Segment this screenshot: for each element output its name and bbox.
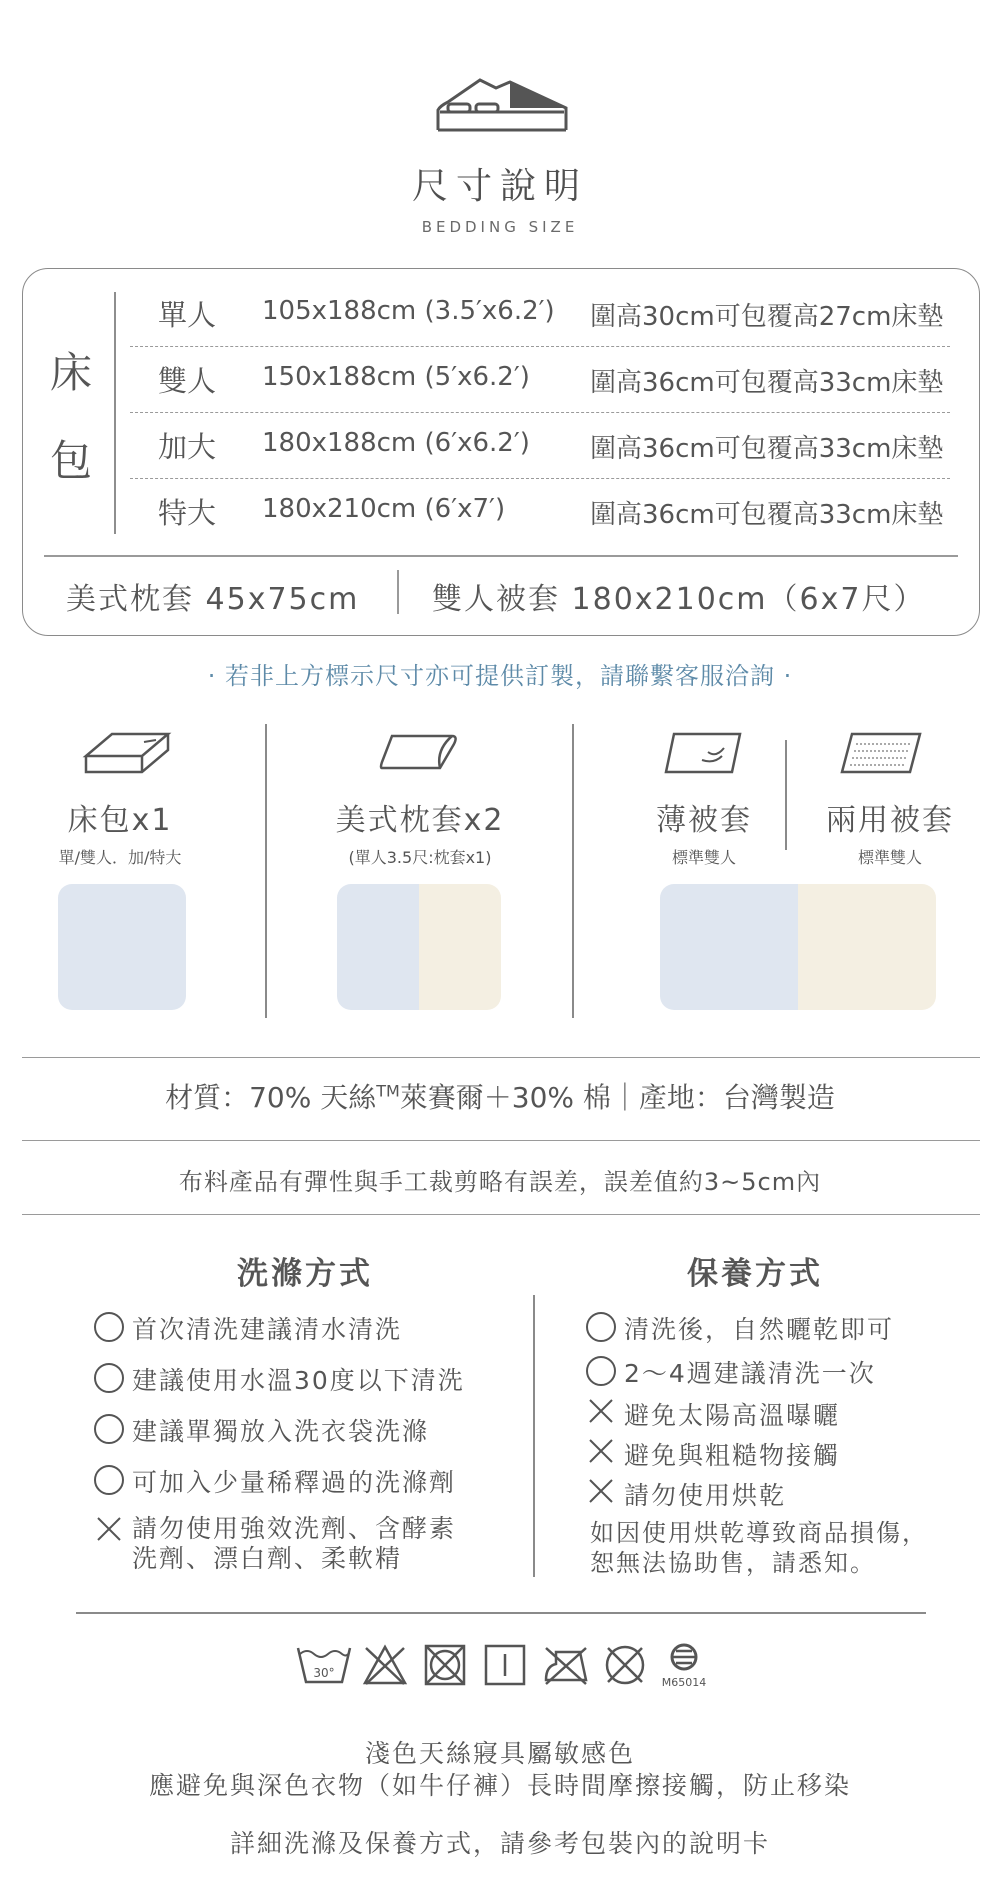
washing-title: 洗滌方式 [237,1256,373,1292]
washing-item [86,1412,429,1448]
washing-item [86,1463,456,1499]
product-name-pillowcase: 美式枕套x2 [335,803,505,838]
dashed-divider [130,412,950,413]
maintenance-item [578,1476,786,1512]
cross-icon [96,1516,122,1542]
color-swatch [660,884,936,1010]
maintenance-item-text: 2～4週建議清洗一次 [624,1359,876,1388]
pillowcase-size: 美式枕套 45x75cm [66,582,360,617]
bed-icon [434,74,570,134]
cross-icon [588,1438,614,1464]
circle-icon [586,1312,616,1342]
maintenance-item [578,1354,876,1390]
product-sub-thin-duvet: 標準雙人 [671,848,736,867]
swatch-blue [660,884,798,1010]
trademark: TM [376,1081,400,1101]
divider [533,1295,535,1577]
dashed-divider [130,478,950,479]
no-bleach-icon [362,1644,408,1686]
product-sub-fitted-sheet: 單/雙人．加/特大 [58,848,182,867]
dashed-divider [130,346,950,347]
footer-line-2: 應避免與深色衣物（如牛仔褲）長時間摩擦接觸，防止移染 [148,1771,851,1800]
wash-temp-label: 30° [313,1666,335,1680]
no-iron-icon [542,1644,590,1686]
maintenance-item-text: 請勿使用烘乾 [624,1481,787,1510]
product-name-dual-duvet: 兩用被套 [826,803,954,838]
custom-order-note: · 若非上方標示尺寸亦可提供訂製，請聯繫客服洽詢 · [207,662,793,690]
product-sub-pillowcase: (單人3.5尺:枕套x1) [348,848,492,867]
material-info [0,1076,1000,1116]
washing-item-text: 首次清洗建議清水清洗 [132,1315,403,1344]
pillow-icon [378,730,460,774]
row-note-queen: 圍高36cm可包覆高33cm床墊 [590,434,944,464]
circle-icon [586,1356,616,1386]
row-name-king: 特大 [158,496,217,530]
product-sub-dual-duvet: 標準雙人 [857,848,922,867]
dual-duvet-icon [840,730,924,778]
swatch-cream [798,884,936,1010]
cross-icon [588,1398,614,1424]
dryer-warning-line: 如因使用烘乾導致商品損傷， [590,1519,928,1547]
row-dimension-queen: 180x188cm (6′x6.2′) [262,428,530,458]
washing-item [86,1310,402,1346]
wash-30-icon [296,1644,352,1686]
washing-item-text [132,1514,456,1574]
thin-duvet-icon [664,730,744,778]
divider [572,724,574,1018]
fitted-sheet-icon [82,728,172,778]
line-dry-icon [484,1644,526,1686]
swatch-blue [58,884,186,1010]
color-swatch [337,884,501,1010]
divider [22,1057,980,1058]
washing-item-line: 請勿使用強效洗劑、含酵素 [132,1514,457,1543]
tolerance-note: 布料產品有彈性與手工裁剪略有誤差，誤差值約3~5cm內 [178,1168,822,1196]
maintenance-title: 保養方式 [687,1256,823,1292]
cross-icon [588,1478,614,1504]
circle-icon [94,1414,124,1444]
washing-item-text: 可加入少量稀釋過的洗滌劑 [132,1468,457,1497]
divider [22,1214,980,1215]
swatch-blue [337,884,419,1010]
duvet-size: 雙人被套 180x210cm（6x7尺） [432,582,926,617]
dryer-warning [590,1518,928,1578]
fitted-sheet-label-top: 床 [50,348,93,397]
circle-icon [94,1465,124,1495]
product-name-thin-duvet: 薄被套 [656,803,752,838]
footer-line-1: 淺色天絲寢具屬敏感色 [364,1739,635,1768]
divider [114,292,116,534]
row-note-double: 圍高36cm可包覆高33cm床墊 [590,368,944,398]
divider [76,1612,926,1614]
divider [785,740,787,850]
footer-line-3: 詳細洗滌及保養方式，請參考包裝內的說明卡 [229,1829,770,1858]
row-name-single: 單人 [158,298,217,332]
row-name-double: 雙人 [158,364,217,398]
row-name-queen: 加大 [158,430,217,464]
row-dimension-double: 150x188cm (5′x6.2′) [262,362,530,392]
maintenance-item [578,1436,840,1472]
row-note-king: 圍高36cm可包覆高33cm床墊 [590,500,944,530]
swatch-cream [419,884,501,1010]
material-prefix: 材質：70% 天絲 [165,1081,377,1114]
no-tumble-dry-icon [424,1644,466,1686]
dryer-warning-line: 恕無法協助售，請悉知。 [590,1549,876,1577]
divider [22,1140,980,1141]
washing-item-text: 建議單獨放入洗衣袋洗滌 [132,1417,430,1446]
row-dimension-king: 180x210cm (6′x7′) [262,494,506,524]
washing-item [86,1361,465,1397]
fitted-sheet-label-bottom: 包 [50,436,93,485]
divider [397,570,399,614]
circle-icon [94,1363,124,1393]
row-note-single: 圍高30cm可包覆高27cm床墊 [590,302,944,332]
product-name-fitted-sheet: 床包x1 [67,803,173,838]
maintenance-item-text: 避免與粗糙物接觸 [624,1441,841,1470]
circle-icon [94,1312,124,1342]
material-suffix: 萊賽爾＋30% 棉｜產地：台灣製造 [399,1081,835,1114]
maintenance-item [578,1396,840,1432]
maintenance-item-text: 清洗後，自然曬乾即可 [624,1315,895,1344]
divider [265,724,267,1018]
washing-item-text: 建議使用水溫30度以下清洗 [132,1366,465,1395]
divider [44,555,958,557]
cert-code-label: M65014 [661,1676,707,1688]
color-swatch [58,884,186,1010]
no-dry-clean-icon [604,1644,646,1686]
washing-item-line: 洗劑、漂白劑、柔軟精 [132,1544,403,1573]
maintenance-item [578,1310,894,1346]
maintenance-item-text: 避免太陽高溫曝曬 [624,1401,841,1430]
certification-icon [660,1642,710,1688]
page-subtitle: BEDDING SIZE [421,218,579,236]
washing-item [86,1514,456,1574]
page-title: 尺寸說明 [411,166,588,207]
row-dimension-single: 105x188cm (3.5′x6.2′) [262,296,555,326]
